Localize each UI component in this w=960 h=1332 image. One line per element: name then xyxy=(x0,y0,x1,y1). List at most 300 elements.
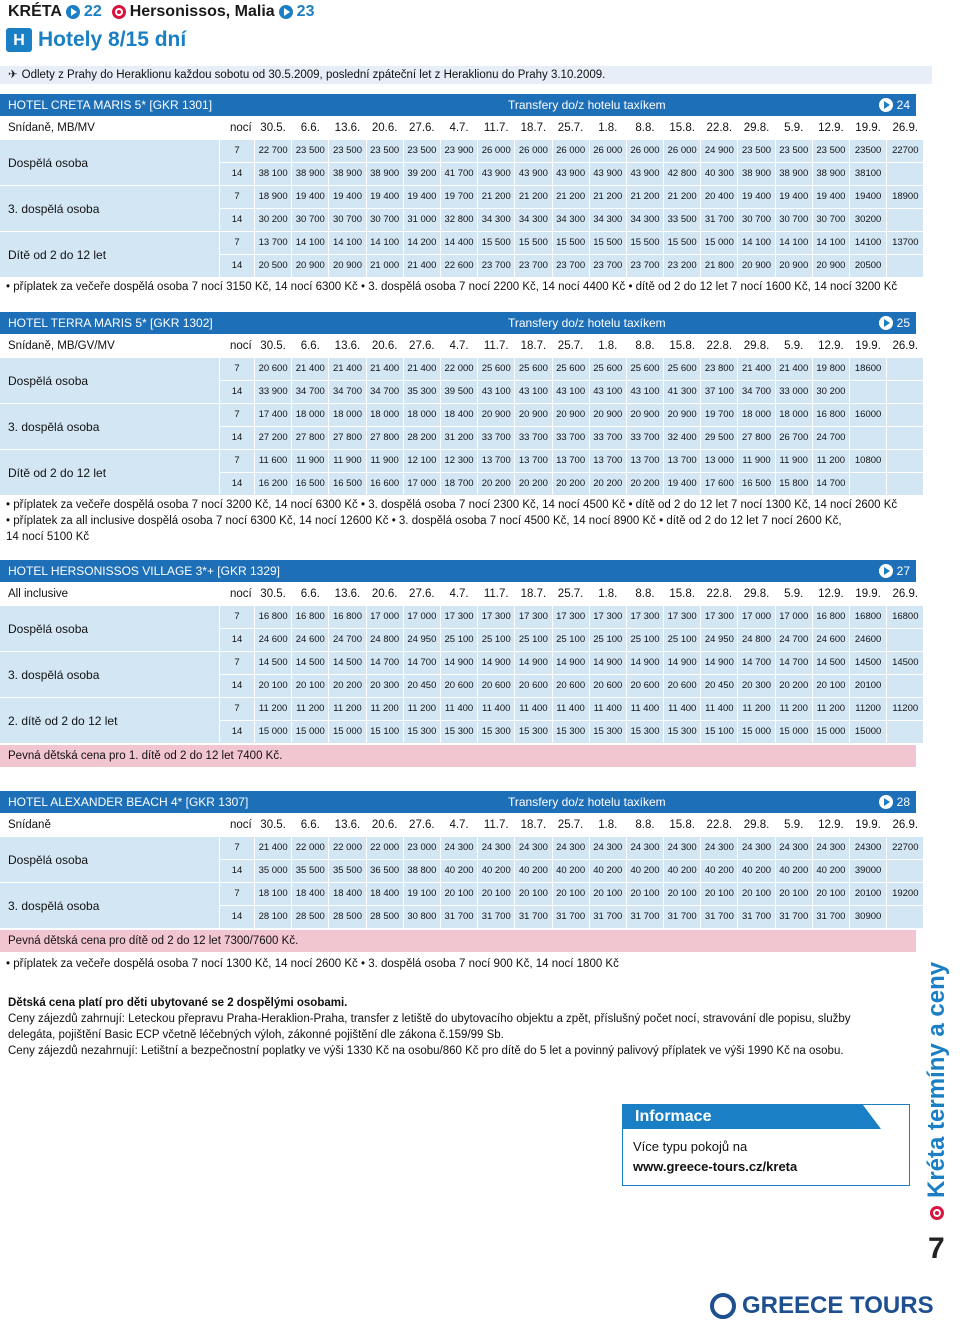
price-cell: 34 700 xyxy=(367,381,403,403)
price-cell: 24 600 xyxy=(813,629,849,651)
price-cell: 33 700 xyxy=(590,427,626,449)
date-header: 13.6. xyxy=(329,814,365,836)
price-cell: 38 900 xyxy=(329,163,365,185)
date-header: 13.6. xyxy=(329,335,365,357)
price-cell: 20 900 xyxy=(329,255,365,277)
hotel-page-number: 27 xyxy=(896,564,910,578)
price-cell: 20 100 xyxy=(515,883,551,905)
price-cell: 20 100 xyxy=(664,883,700,905)
passenger-type: 3. dospělá osoba xyxy=(0,883,219,928)
price-cell: 23 500 xyxy=(292,140,328,162)
price-cell: 30 700 xyxy=(738,209,774,231)
table-row xyxy=(0,140,923,162)
price-cell: 18 400 xyxy=(441,404,477,426)
price-cell xyxy=(850,427,886,449)
passenger-type: 2. dítě od 2 do 12 let xyxy=(0,698,219,743)
table-row xyxy=(0,450,923,472)
date-header: 20.6. xyxy=(367,117,403,139)
price-cell: 20500 xyxy=(850,255,886,277)
table-row xyxy=(0,186,923,208)
nights-cell: 7 xyxy=(220,404,254,426)
transfer-note: Transfery do/z hotelu taxíkem xyxy=(508,795,666,809)
price-cell: 24 300 xyxy=(813,837,849,859)
date-header: 19.9. xyxy=(850,335,886,357)
date-header: 20.6. xyxy=(367,814,403,836)
price-cell: 26 000 xyxy=(627,140,663,162)
price-cell: 35 500 xyxy=(329,860,365,882)
price-cell: 16 800 xyxy=(255,606,291,628)
price-cell: 40 200 xyxy=(553,860,589,882)
date-header: 26.9. xyxy=(887,335,923,357)
price-cell: 23 700 xyxy=(590,255,626,277)
price-cell: 15 500 xyxy=(590,232,626,254)
price-cell: 32 800 xyxy=(441,209,477,231)
date-header: 5.9. xyxy=(776,583,812,605)
price-cell: 30 700 xyxy=(329,209,365,231)
price-cell: 17 000 xyxy=(404,473,440,495)
price-cell: 15000 xyxy=(850,721,886,743)
price-cell: 20 300 xyxy=(738,675,774,697)
price-cell: 14 400 xyxy=(441,232,477,254)
hotel-section xyxy=(0,791,919,929)
price-cell: 14 900 xyxy=(590,652,626,674)
date-header: 25.7. xyxy=(553,583,589,605)
price-cell xyxy=(850,473,886,495)
price-cell: 19400 xyxy=(850,186,886,208)
price-cell: 15 000 xyxy=(813,721,849,743)
price-table xyxy=(0,813,924,929)
hotel-page-ref[interactable] xyxy=(879,312,910,334)
date-header: 29.8. xyxy=(738,117,774,139)
price-cell: 25 600 xyxy=(664,358,700,380)
price-cell: 18 400 xyxy=(367,883,403,905)
table-header-row xyxy=(0,814,923,836)
price-cell: 31 700 xyxy=(441,906,477,928)
price-cell: 21 400 xyxy=(292,358,328,380)
date-header: 13.6. xyxy=(329,117,365,139)
date-header: 26.9. xyxy=(887,814,923,836)
price-cell: 20 900 xyxy=(478,404,514,426)
date-header: 1.8. xyxy=(590,583,626,605)
price-cell: 11 600 xyxy=(255,450,291,472)
price-cell: 16800 xyxy=(887,606,923,628)
price-cell: 14 100 xyxy=(367,232,403,254)
price-cell: 25 600 xyxy=(627,358,663,380)
price-cell: 11 400 xyxy=(515,698,551,720)
price-cell: 24 300 xyxy=(478,837,514,859)
price-cell: 31 700 xyxy=(553,906,589,928)
price-cell: 20 100 xyxy=(776,883,812,905)
price-cell: 28 500 xyxy=(329,906,365,928)
date-header: 12.9. xyxy=(813,583,849,605)
price-cell: 19 400 xyxy=(738,186,774,208)
price-cell: 25 600 xyxy=(590,358,626,380)
price-cell: 43 100 xyxy=(627,381,663,403)
price-cell: 21 400 xyxy=(329,358,365,380)
info-box-link[interactable]: www.greece-tours.cz/kreta xyxy=(633,1159,798,1174)
date-header: 12.9. xyxy=(813,335,849,357)
nights-header: nocí xyxy=(220,814,254,836)
price-cell xyxy=(887,675,923,697)
price-cell xyxy=(850,381,886,403)
price-cell: 28 200 xyxy=(404,427,440,449)
price-cell: 40 200 xyxy=(813,860,849,882)
price-cell: 26 000 xyxy=(515,140,551,162)
info-box-text: Více typu pokojů na xyxy=(633,1139,748,1154)
price-cell: 20 100 xyxy=(813,675,849,697)
price-cell: 21 200 xyxy=(553,186,589,208)
price-cell xyxy=(887,255,923,277)
price-cell: 10800 xyxy=(850,450,886,472)
price-cell: 21 200 xyxy=(627,186,663,208)
price-cell: 16 800 xyxy=(813,606,849,628)
hotel-icon: H xyxy=(6,28,32,52)
date-header: 4.7. xyxy=(441,335,477,357)
price-cell: 13 700 xyxy=(627,450,663,472)
date-header: 22.8. xyxy=(701,814,737,836)
arrow-circle-icon xyxy=(879,564,893,578)
price-cell: 20 600 xyxy=(441,675,477,697)
price-cell: 27 800 xyxy=(738,427,774,449)
date-header: 11.7. xyxy=(478,335,514,357)
price-cell: 26 000 xyxy=(664,140,700,162)
date-header: 27.6. xyxy=(404,583,440,605)
price-cell: 14 500 xyxy=(255,652,291,674)
price-cell: 23 500 xyxy=(776,140,812,162)
price-cell: 11 200 xyxy=(255,698,291,720)
tip-badge: TIP xyxy=(163,583,219,605)
brand-logo xyxy=(710,1292,934,1320)
price-cell: 14500 xyxy=(887,652,923,674)
nights-cell: 7 xyxy=(220,698,254,720)
price-cell: 39 200 xyxy=(404,163,440,185)
price-cell: 17 300 xyxy=(701,606,737,628)
price-cell: 15 100 xyxy=(701,721,737,743)
price-cell: 43 100 xyxy=(478,381,514,403)
date-header: 20.6. xyxy=(367,335,403,357)
date-header: 22.8. xyxy=(701,117,737,139)
price-cell: 23 700 xyxy=(627,255,663,277)
price-cell: 23 800 xyxy=(701,358,737,380)
price-cell: 43 100 xyxy=(553,381,589,403)
price-cell: 36 500 xyxy=(367,860,403,882)
price-cell: 18 900 xyxy=(255,186,291,208)
date-header: 27.6. xyxy=(404,814,440,836)
price-cell: 20 600 xyxy=(627,675,663,697)
price-cell: 14500 xyxy=(850,652,886,674)
date-header: 8.8. xyxy=(627,583,663,605)
price-cell: 20 200 xyxy=(627,473,663,495)
date-header: 18.7. xyxy=(515,814,551,836)
price-cell: 15 800 xyxy=(776,473,812,495)
price-cell: 14 100 xyxy=(329,232,365,254)
price-cell: 25 100 xyxy=(553,629,589,651)
price-cell: 31 700 xyxy=(701,906,737,928)
price-cell: 25 100 xyxy=(590,629,626,651)
date-header: 26.9. xyxy=(887,583,923,605)
price-cell: 26 000 xyxy=(590,140,626,162)
price-cell: 29 500 xyxy=(701,427,737,449)
price-cell: 20 500 xyxy=(255,255,291,277)
price-cell: 26 000 xyxy=(553,140,589,162)
date-header: 1.8. xyxy=(590,814,626,836)
date-header: 8.8. xyxy=(627,814,663,836)
price-cell: 22 000 xyxy=(441,358,477,380)
page-number: 7 xyxy=(928,1232,945,1265)
price-cell: 23 700 xyxy=(515,255,551,277)
date-header: 30.5. xyxy=(255,814,291,836)
price-cell: 17 400 xyxy=(255,404,291,426)
nights-cell: 14 xyxy=(220,473,254,495)
price-cell: 20 400 xyxy=(701,186,737,208)
date-header: 15.8. xyxy=(664,335,700,357)
nights-cell: 7 xyxy=(220,358,254,380)
price-cell: 15 500 xyxy=(664,232,700,254)
price-cell: 38 100 xyxy=(255,163,291,185)
price-cell: 16000 xyxy=(850,404,886,426)
board-label: Snídaně xyxy=(0,814,162,836)
price-cell: 30 800 xyxy=(404,906,440,928)
price-cell: 12 300 xyxy=(441,450,477,472)
nights-cell: 14 xyxy=(220,427,254,449)
price-cell: 23 500 xyxy=(813,140,849,162)
price-cell: 22700 xyxy=(887,140,923,162)
price-cell: 14 900 xyxy=(515,652,551,674)
table-row xyxy=(0,883,923,905)
hotel-page-number: 24 xyxy=(896,98,910,112)
table-header-row xyxy=(0,335,923,357)
price-cell: 15 000 xyxy=(701,232,737,254)
price-cell: 33 700 xyxy=(515,427,551,449)
spacer-cell xyxy=(163,814,219,836)
price-cell xyxy=(887,473,923,495)
price-cell xyxy=(887,163,923,185)
date-header: 1.8. xyxy=(590,335,626,357)
price-cell: 24 300 xyxy=(664,837,700,859)
nights-cell: 14 xyxy=(220,721,254,743)
price-cell: 14 900 xyxy=(478,652,514,674)
price-cell: 20 100 xyxy=(590,883,626,905)
price-cell: 38 900 xyxy=(813,163,849,185)
passenger-type: Dítě od 2 do 12 let xyxy=(0,232,219,277)
price-cell: 17 000 xyxy=(404,606,440,628)
info-line: Dětská cena platí pro děti ubytované se 2 dospělými osobami. xyxy=(8,997,348,1009)
price-cell: 27 800 xyxy=(329,427,365,449)
passenger-type: 3. dospělá osoba xyxy=(0,404,219,449)
arrow-circle-icon xyxy=(66,5,80,19)
price-cell xyxy=(887,358,923,380)
table-row xyxy=(0,606,923,628)
price-cell: 15 500 xyxy=(478,232,514,254)
price-cell: 14 100 xyxy=(813,232,849,254)
price-cell: 20 300 xyxy=(367,675,403,697)
price-cell: 38100 xyxy=(850,163,886,185)
hotel-page-ref[interactable] xyxy=(879,791,910,813)
hotel-name[interactable]: HOTEL CRETA MARIS 5* [GKR 1301] xyxy=(8,98,213,112)
price-cell: 31 700 xyxy=(813,906,849,928)
breadcrumb-region[interactable]: KRÉTA xyxy=(8,3,62,20)
price-cell: 20 200 xyxy=(590,473,626,495)
supplement-note: • příplatek za večeře dospělá osoba 7 nocí 3150 Kč, 14 nocí 6300 Kč • 3. dospělá osoba 7 nocí 2200 Kč, 14 nocí 4400 Kč • dítě od 2 do 12 let 7 nocí 1600 Kč, 14 nocí 3200 Kč xyxy=(6,281,898,293)
date-header: 25.7. xyxy=(553,814,589,836)
price-cell xyxy=(887,860,923,882)
arrow-circle-icon xyxy=(879,98,893,112)
airplane-icon: ✈ xyxy=(8,69,18,81)
price-cell: 24 300 xyxy=(776,837,812,859)
price-cell: 15 300 xyxy=(441,721,477,743)
price-cell: 34 300 xyxy=(590,209,626,231)
price-cell: 22700 xyxy=(887,837,923,859)
price-cell: 39 500 xyxy=(441,381,477,403)
info-line: Ceny zájezdů zahrnují: Leteckou přepravu Praha-Heraklion-Praha, transfer z letiště do ubytovacího objektu a zpět, příslušný počet nocí, stravování dle popisu, služby xyxy=(8,1013,851,1025)
spacer-cell xyxy=(163,335,219,357)
price-cell: 11 200 xyxy=(329,698,365,720)
breadcrumb-region-page: 22 xyxy=(83,3,102,20)
price-cell: 16 800 xyxy=(329,606,365,628)
date-header: 30.5. xyxy=(255,117,291,139)
price-cell: 31 700 xyxy=(478,906,514,928)
price-cell: 17 300 xyxy=(590,606,626,628)
price-cell: 18900 xyxy=(887,186,923,208)
price-cell: 14 900 xyxy=(664,652,700,674)
date-header: 20.6. xyxy=(367,583,403,605)
price-table xyxy=(0,582,924,744)
price-cell: 40 200 xyxy=(776,860,812,882)
date-header: 18.7. xyxy=(515,117,551,139)
price-cell: 23 500 xyxy=(738,140,774,162)
price-cell: 20 900 xyxy=(553,404,589,426)
price-cell: 34 700 xyxy=(738,381,774,403)
price-cell: 15 000 xyxy=(776,721,812,743)
price-cell: 31 700 xyxy=(590,906,626,928)
price-cell: 19 700 xyxy=(701,404,737,426)
price-cell: 22 000 xyxy=(292,837,328,859)
price-cell: 33 500 xyxy=(664,209,700,231)
price-cell: 19 400 xyxy=(776,186,812,208)
price-cell: 31 700 xyxy=(701,209,737,231)
price-cell: 21 400 xyxy=(404,358,440,380)
date-header: 15.8. xyxy=(664,117,700,139)
price-cell: 43 900 xyxy=(478,163,514,185)
price-cell: 14 900 xyxy=(627,652,663,674)
price-cell: 20 600 xyxy=(664,675,700,697)
price-cell: 24 700 xyxy=(329,629,365,651)
price-cell: 18600 xyxy=(850,358,886,380)
brand-logo-icon xyxy=(710,1293,736,1319)
price-cell: 20 600 xyxy=(478,675,514,697)
arrow-circle-icon xyxy=(879,795,893,809)
price-cell: 31 700 xyxy=(738,906,774,928)
price-cell: 15 300 xyxy=(404,721,440,743)
fixed-child-price: Pevná dětská cena pro dítě od 2 do 12 let 7300/7600 Kč. xyxy=(0,930,916,952)
hotel-header-bar xyxy=(0,791,916,813)
date-header: 29.8. xyxy=(738,583,774,605)
date-header: 5.9. xyxy=(776,335,812,357)
price-cell: 11 200 xyxy=(813,698,849,720)
price-cell: 18 000 xyxy=(738,404,774,426)
price-cell: 14 900 xyxy=(553,652,589,674)
price-cell: 21 400 xyxy=(404,255,440,277)
price-cell: 31 000 xyxy=(404,209,440,231)
info-line: Ceny zájezdů nezahrnují: Letištní a bezpečnostní poplatky ve výši 1330 Kč na osobu/860 Kč pro dítě do 5 let a povinný palivový příplatek ve výši 1990 Kč na osobu. xyxy=(8,1045,844,1057)
table-header-row xyxy=(0,583,923,605)
price-cell: 31 700 xyxy=(776,906,812,928)
price-cell: 30200 xyxy=(850,209,886,231)
price-cell: 16 200 xyxy=(255,473,291,495)
destination-target-icon xyxy=(112,5,126,19)
date-header: 8.8. xyxy=(627,335,663,357)
price-cell: 35 300 xyxy=(404,381,440,403)
price-cell: 30 200 xyxy=(813,381,849,403)
price-cell: 14 500 xyxy=(292,652,328,674)
price-cell xyxy=(887,629,923,651)
price-cell: 23 900 xyxy=(441,140,477,162)
hotel-page-ref[interactable] xyxy=(879,94,910,116)
price-cell: 18 000 xyxy=(329,404,365,426)
hotel-name[interactable]: HOTEL HERSONISSOS VILLAGE 3*+ [GKR 1329] xyxy=(8,564,280,578)
price-cell: 20 100 xyxy=(441,883,477,905)
info-box-title: Informace xyxy=(623,1105,863,1129)
date-header: 11.7. xyxy=(478,814,514,836)
price-cell: 13 700 xyxy=(515,450,551,472)
price-cell: 41 300 xyxy=(664,381,700,403)
passenger-type: Dospělá osoba xyxy=(0,358,219,403)
price-cell: 20 100 xyxy=(701,883,737,905)
price-cell: 19 400 xyxy=(367,186,403,208)
price-cell: 22 700 xyxy=(255,140,291,162)
price-cell: 15 300 xyxy=(553,721,589,743)
price-cell: 27 800 xyxy=(367,427,403,449)
hotel-name[interactable]: HOTEL TERRA MARIS 5* [GKR 1302] xyxy=(8,316,213,330)
price-cell: 18 000 xyxy=(776,404,812,426)
price-cell: 40 200 xyxy=(701,860,737,882)
price-cell: 24 300 xyxy=(701,837,737,859)
price-cell: 11 200 xyxy=(776,698,812,720)
price-cell: 35 500 xyxy=(292,860,328,882)
price-cell: 11 200 xyxy=(738,698,774,720)
price-cell: 20100 xyxy=(850,883,886,905)
price-cell: 38 800 xyxy=(404,860,440,882)
nights-cell: 14 xyxy=(220,163,254,185)
price-cell: 30900 xyxy=(850,906,886,928)
page-title: Hotely 8/15 dní xyxy=(38,28,187,51)
breadcrumb-destination[interactable]: Hersonissos, Malia xyxy=(129,3,275,20)
date-header: 11.7. xyxy=(478,117,514,139)
hotel-page-ref[interactable] xyxy=(879,560,910,582)
price-cell: 26 000 xyxy=(478,140,514,162)
price-cell: 28 100 xyxy=(255,906,291,928)
price-cell: 17 300 xyxy=(441,606,477,628)
supplement-note: • příplatek za večeře dospělá osoba 7 nocí 1300 Kč, 14 nocí 2600 Kč • 3. dospělá osoba 7 nocí 900 Kč, 14 nocí 1800 Kč xyxy=(6,958,619,970)
price-cell: 40 200 xyxy=(590,860,626,882)
price-cell: 34 300 xyxy=(478,209,514,231)
price-cell: 11 200 xyxy=(367,698,403,720)
price-cell: 38 900 xyxy=(292,163,328,185)
hotel-section xyxy=(0,312,919,496)
price-cell xyxy=(887,404,923,426)
hotel-section xyxy=(0,94,919,278)
board-label: All inclusive xyxy=(0,583,162,605)
hotel-name[interactable]: HOTEL ALEXANDER BEACH 4* [GKR 1307] xyxy=(8,795,249,809)
price-cell: 19 700 xyxy=(441,186,477,208)
passenger-type: Dítě od 2 do 12 let xyxy=(0,450,219,495)
passenger-type: Dospělá osoba xyxy=(0,140,219,185)
price-cell: 18 000 xyxy=(404,404,440,426)
price-cell: 20 900 xyxy=(590,404,626,426)
date-header: 29.8. xyxy=(738,814,774,836)
price-cell: 24 950 xyxy=(701,629,737,651)
price-cell: 20 900 xyxy=(515,404,551,426)
